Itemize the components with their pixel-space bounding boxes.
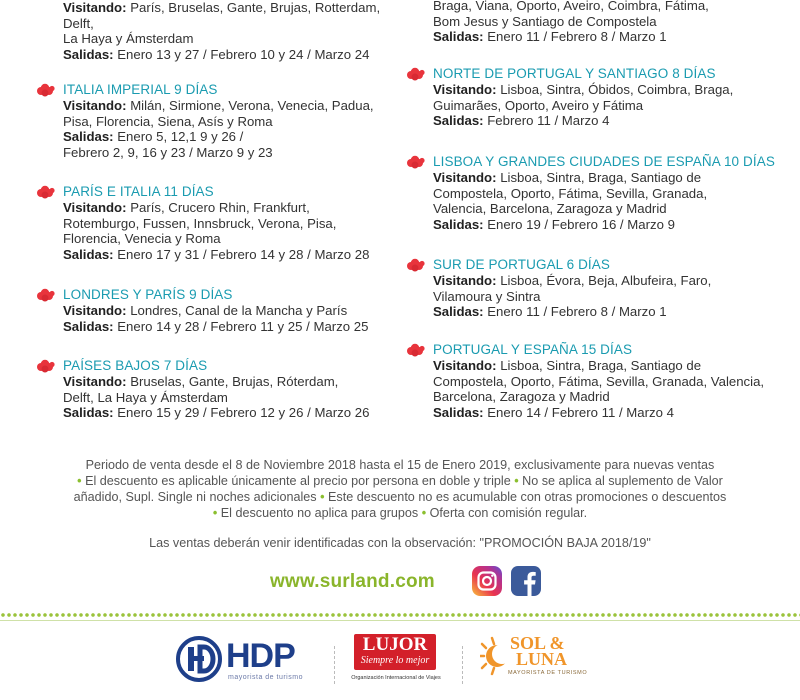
visiting-line: Visitando: Lisboa, Évora, Beja, Albufeira, Faro, (433, 273, 712, 288)
departures-line: Salidas: Enero 15 y 29 / Febrero 12 y 26 / Marzo 26 (63, 405, 370, 421)
flower-bullet-icon (405, 67, 427, 81)
visiting-line: Vilamoura y Sintra (433, 288, 541, 304)
tour-title: SUR DE PORTUGAL 6 DÍAS (405, 257, 795, 273)
visiting-line: Valencia, Barcelona, Zaragoza y Madrid (433, 201, 667, 217)
visiting-line: Delft, (63, 15, 94, 31)
tour-title: LISBOA Y GRANDES CIUDADES DE ESPAÑA 10 DÍAS (405, 154, 795, 170)
tour-item (405, 342, 795, 420)
tour-title: LONDRES Y PARÍS 9 DÍAS (35, 287, 395, 303)
visiting-line: Compostela, Oporto, Fátima, Sevilla, Granada, (433, 185, 708, 201)
visiting-line: Barcelona, Zaragoza y Madrid (433, 389, 610, 405)
tour-title: PARÍS E ITALIA 11 DÍAS (35, 184, 395, 200)
logo-separator (462, 646, 464, 684)
flower-bullet-icon (405, 258, 427, 272)
visiting-line: Visitando: París, Bruselas, Gante, Brujas, Rotterdam, (63, 0, 381, 15)
departures-line: Salidas: Enero 13 y 27 / Febrero 10 y 24 / Marzo 24 (63, 46, 370, 62)
terms-line: Periodo de venta desde el 8 de Noviembre 2018 hasta el 15 de Enero 2019, exclusivamente para nuevas ventas (85, 458, 715, 472)
departures-line: Salidas: Enero 5, 12,1 9 y 26 / (63, 129, 244, 145)
flower-bullet-icon (405, 343, 427, 357)
terms-line: • El descuento es aplicable únicamente al precio por persona en doble y triple • No se aplica al suplemento de Valor (77, 474, 723, 488)
tour-title: NORTE DE PORTUGAL Y SANTIAGO 8 DÍAS (405, 66, 795, 82)
tour-title: PAÍSES BAJOS 7 DÍAS (35, 358, 395, 374)
tour-item (35, 184, 395, 262)
divider-line (0, 620, 800, 621)
flower-bullet-icon (35, 288, 57, 302)
terms-note: Las ventas deberán venir identificadas con la observación: "PROMOCIÓN BAJA 2018/19" (149, 536, 651, 550)
tour-item (405, 154, 795, 232)
tour-title: PORTUGAL Y ESPAÑA 15 DÍAS (405, 342, 795, 358)
website-link[interactable]: www.surland.com (270, 571, 435, 592)
tour-item (35, 82, 395, 160)
visiting-line: Visitando: Lisboa, Sintra, Óbidos, Coimbra, Braga, (433, 82, 734, 97)
visiting-line: Guimarães, Oporto, Aveiro y Fátima (433, 97, 644, 113)
sol-y-luna-tagline: MAYORISTA DE TURISMO (508, 670, 588, 676)
departures-line: Salidas: Enero 14 y 28 / Febrero 11 y 25 / Marzo 25 (63, 318, 369, 334)
visiting-line: Visitando: Milán, Sirmione, Verona, Venecia, Padua, (63, 98, 374, 113)
visiting-line: Visitando: Lisboa, Sintra, Braga, Santiago de (433, 170, 702, 185)
departures-line: Febrero 2, 9, 16 y 23 / Marzo 9 y 23 (63, 144, 273, 160)
sol-wordmark: SOL & (510, 633, 565, 653)
hdp-tagline: mayorista de turismo (228, 674, 303, 681)
terms-line: • El descuento no aplica para grupos • Oferta con comisión regular. (212, 506, 588, 520)
visiting-line: Delft, La Haya y Ámsterdam (63, 389, 228, 405)
departures-line: Salidas: Enero 11 / Febrero 8 / Marzo 1 (433, 29, 667, 45)
departures-line: Salidas: Enero 11 / Febrero 8 / Marzo 1 (433, 304, 667, 320)
departures-line: Salidas: Enero 14 / Febrero 11 / Marzo 4 (433, 404, 674, 420)
lujor-tagline: Organización Internacional de Viajes (351, 675, 441, 681)
terms-line: añadido, Supl. Single ni noches adicionales • Este descuento no es acumulable con otras promociones o descuentos (73, 490, 727, 504)
visiting-line: Visitando: Lisboa, Sintra, Braga, Santiago de (433, 358, 702, 373)
visiting-line: Florencia, Venecia y Roma (63, 231, 221, 247)
departures-line: Salidas: Enero 17 y 31 / Febrero 14 y 28 / Marzo 28 (63, 246, 370, 262)
visiting-line: Visitando: Londres, Canal de la Mancha y París (63, 303, 348, 318)
hdp-emblem-icon (176, 636, 222, 682)
tour-item (405, 257, 795, 320)
visiting-line: Visitando: Bruselas, Gante, Brujas, Róterdam, (63, 374, 339, 389)
lujor-badge (354, 634, 436, 670)
tour-title: ITALIA IMPERIAL 9 DÍAS (35, 82, 395, 98)
dotted-divider (0, 612, 800, 618)
tour-partial-left (35, 0, 395, 62)
visiting-line: Bom Jesus y Santiago de Compostela (433, 13, 657, 29)
sol-y-luna-logo (480, 632, 590, 688)
luna-wordmark: LUNA (516, 649, 568, 669)
lujor-slogan: Siempre lo mejor (360, 655, 430, 666)
tour-item (35, 358, 395, 421)
visiting-line: Visitando: París, Crucero Rhin, Frankfurt, (63, 200, 310, 215)
logo-separator (334, 646, 336, 684)
visiting-line: Braga, Viana, Oporto, Aveiro, Coimbra, Fátima, (433, 0, 709, 13)
facebook-icon[interactable] (511, 566, 541, 596)
hdp-logo (176, 636, 316, 686)
lujor-logo (348, 634, 444, 688)
visiting-line: La Haya y Ámsterdam (63, 31, 194, 47)
visiting-line: Rotemburgo, Fussen, Innsbruck, Verona, Pisa, (63, 215, 337, 231)
tour-item (405, 66, 795, 129)
flower-bullet-icon (405, 155, 427, 169)
flower-bullet-icon (35, 83, 57, 97)
visiting-line: Compostela, Oporto, Fátima, Sevilla, Granada, Valencia, (433, 373, 765, 389)
instagram-icon[interactable] (472, 566, 502, 596)
sun-moon-icon (480, 636, 514, 686)
visiting-line: Pisa, Florencia, Siena, Asís y Roma (63, 113, 273, 129)
hdp-wordmark: HDP (226, 637, 295, 675)
tour-item (35, 287, 395, 334)
flower-bullet-icon (35, 359, 57, 373)
lujor-wordmark: LUJOR (362, 634, 428, 655)
flower-bullet-icon (35, 185, 57, 199)
tour-partial-right (405, 0, 795, 45)
departures-line: Salidas: Enero 19 / Febrero 16 / Marzo 9 (433, 216, 675, 232)
departures-line: Salidas: Febrero 11 / Marzo 4 (433, 113, 610, 129)
